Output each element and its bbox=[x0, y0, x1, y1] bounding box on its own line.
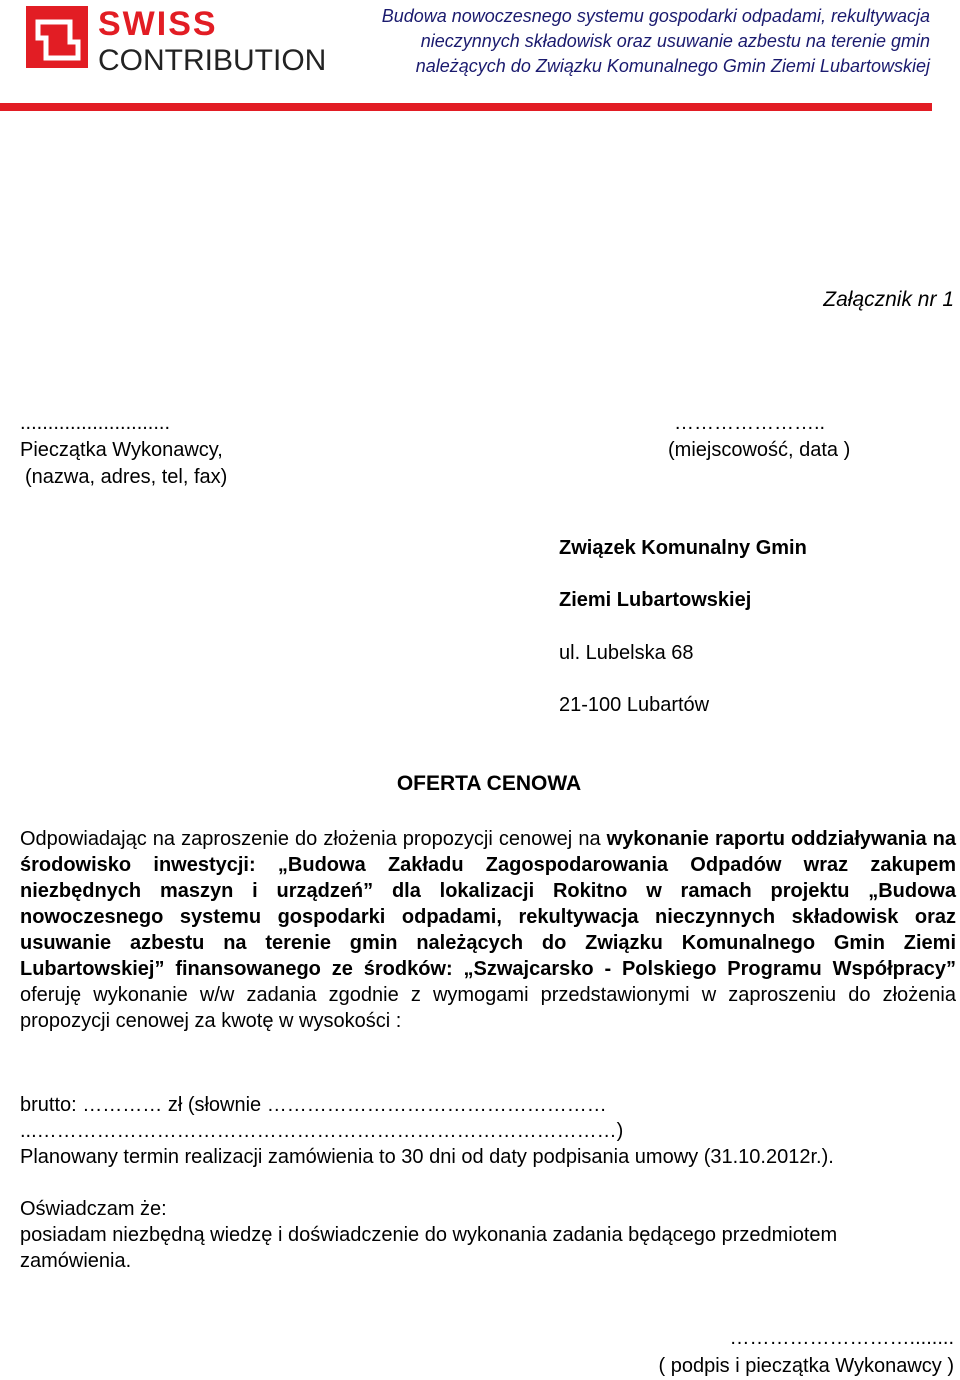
gross-price-line: brutto: ………… zł (słownie …………………………………………… bbox=[20, 1094, 607, 1116]
project-title-line: nieczynnych składowisk oraz usuwanie azbestu na terenie gmin bbox=[420, 31, 930, 51]
paragraph-offer: oferuję wykonanie w/w zadania zgodnie z wymogami przedstawionymi w zaproszeniu do złożenia propozycji cenowej za kwotę w wysokości : bbox=[20, 984, 956, 1032]
signature-label: ( podpis i pieczątka Wykonawcy ) bbox=[658, 1355, 954, 1377]
signature-dots: ………………………........ bbox=[729, 1327, 954, 1349]
recipient-line-1: Związek Komunalny Gmin bbox=[559, 537, 807, 559]
project-title-line: Budowa nowoczesnego systemu gospodarki odpadami, rekultywacja bbox=[381, 6, 930, 26]
logo-text-contribution: CONTRIBUTION bbox=[98, 44, 327, 77]
place-date-label: (miejscowość, data ) bbox=[668, 439, 851, 461]
contractor-stamp-block bbox=[20, 410, 227, 491]
header-divider bbox=[0, 103, 932, 111]
swiss-flag-icon bbox=[26, 6, 88, 68]
place-date-dots: ………………….. bbox=[674, 412, 826, 434]
signature-block bbox=[659, 1324, 955, 1380]
offer-paragraph bbox=[20, 826, 956, 1034]
place-date-block bbox=[664, 410, 850, 464]
stamp-details: (nazwa, adres, tel, fax) bbox=[25, 466, 228, 488]
recipient-postcode: 21-100 Lubartów bbox=[559, 694, 710, 716]
project-title-line: należących do Związku Komunalnego Gmin Ziemi Lubartowskiej bbox=[415, 56, 930, 76]
price-in-words-line: ...……………………………………………………………………………) bbox=[20, 1120, 624, 1142]
offer-title: OFERTA CENOWA bbox=[396, 772, 582, 795]
annex-label: Załącznik nr 1 bbox=[823, 288, 954, 311]
stamp-dots: ........................... bbox=[20, 412, 171, 434]
recipient-line-2: Ziemi Lubartowskiej bbox=[559, 589, 752, 611]
deadline-text: Planowany termin realizacji zamówienia to 30 dni od daty podpisania umowy (31.10.2012r.). bbox=[20, 1146, 834, 1168]
stamp-label: Pieczątka Wykonawcy, bbox=[20, 439, 223, 461]
declaration-heading: Oświadczam że: bbox=[20, 1198, 167, 1220]
declaration-text: posiadam niezbędną wiedzę i doświadczenie do wykonania zadania będącego przedmiotem zamówienia. bbox=[20, 1224, 838, 1272]
project-title bbox=[350, 4, 930, 79]
paragraph-intro: Odpowiadając na zaproszenie do złożenia propozycji cenowej na bbox=[20, 828, 607, 850]
swiss-contribution-logo bbox=[26, 6, 326, 76]
logo-text-swiss: SWISS bbox=[98, 5, 218, 43]
recipient-street: ul. Lubelska 68 bbox=[559, 642, 694, 664]
paragraph-subject: wykonanie raportu oddziaływania na środowisko inwestycji: „Budowa Zakładu Zagospodarowania Odpadów wraz zakupem niezbędnych maszyn i urządzeń” dla lokalizacji Rokitno w ramach projektu „Budowa nowoczesnego systemu gospodarki odpadami, rekultywacja nieczynnych składowisk oraz usuwanie azbestu na terenie gmin należących do Związku Komunalnego Gmin Ziemi Lubartowskiej” finansowanego ze środków: „Szwajcarsko - Polskiego Programu Współpracy” bbox=[20, 828, 956, 980]
